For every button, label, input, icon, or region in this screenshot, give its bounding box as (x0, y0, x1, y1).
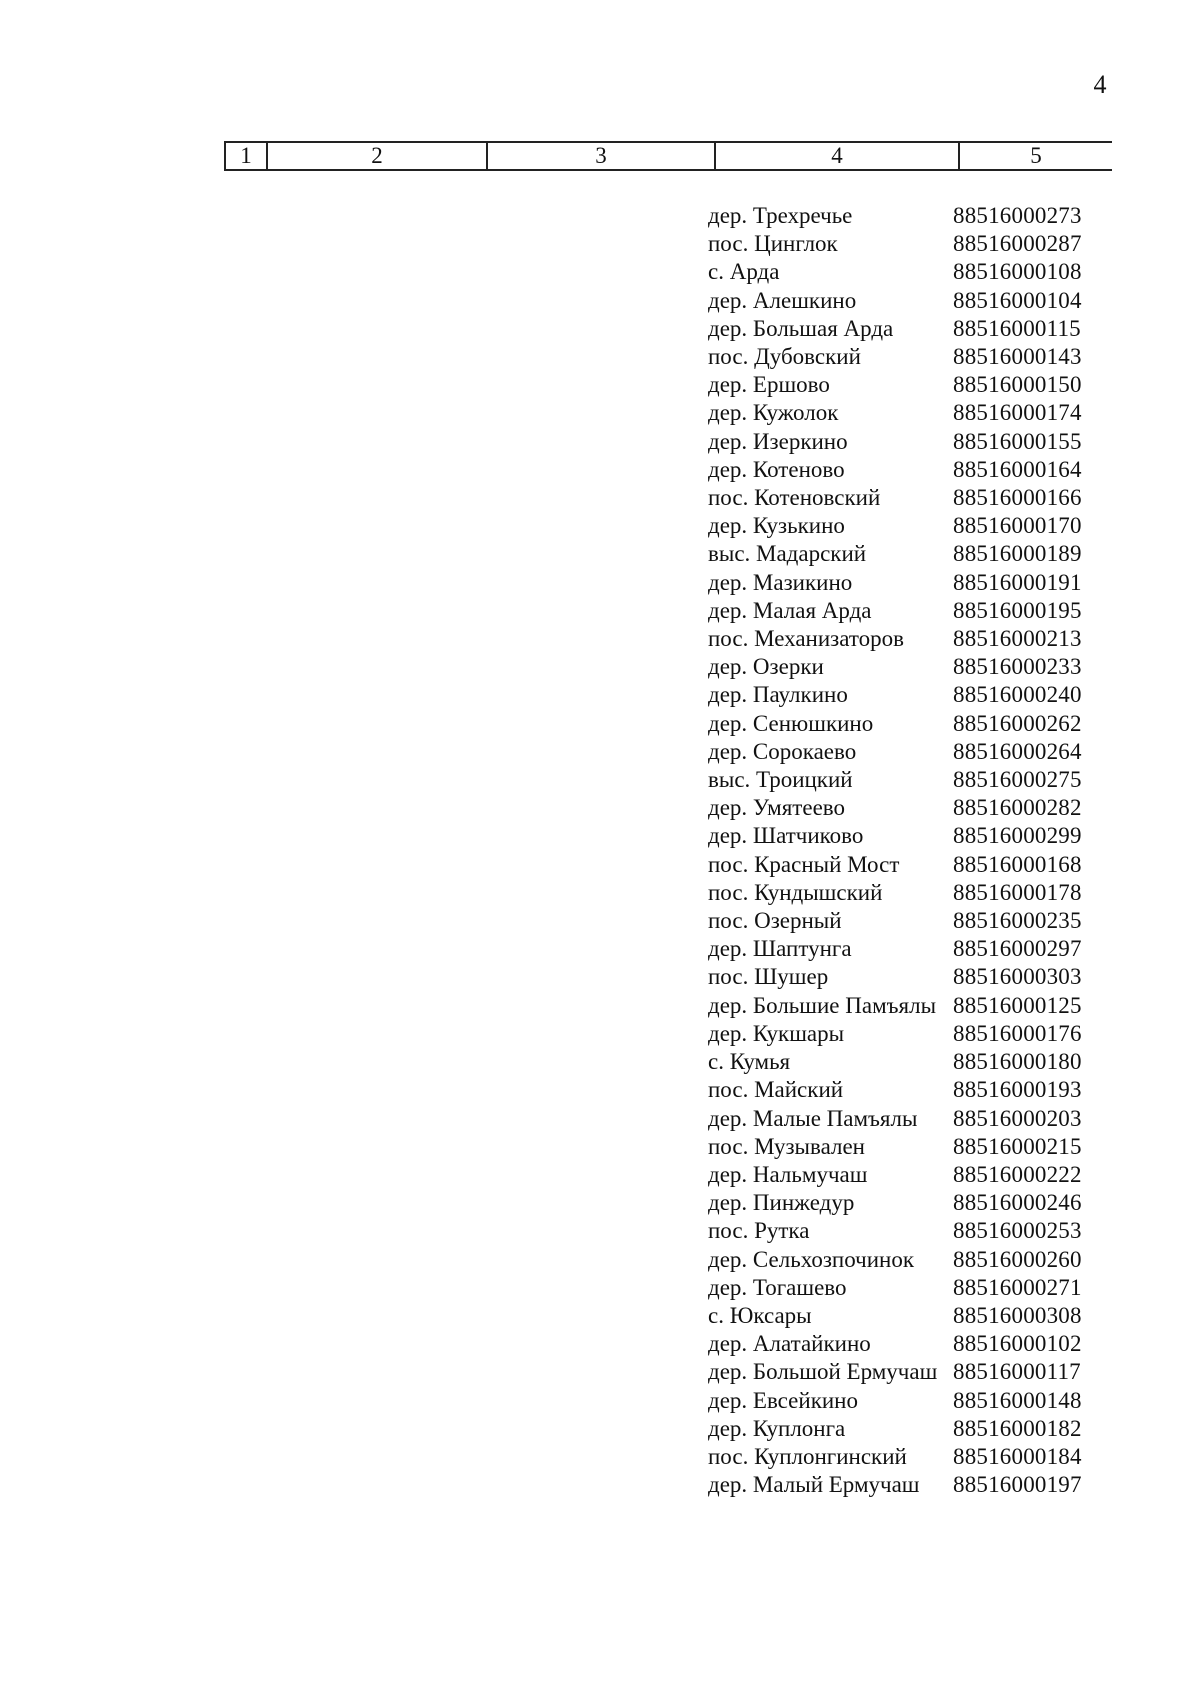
settlement-name: пос. Музывален (708, 1133, 865, 1159)
settlement-name: пос. Куплонгинский (708, 1443, 907, 1469)
table-row (708, 569, 1128, 597)
settlement-code: 88516000195 (953, 597, 1082, 623)
settlement-code: 88516000148 (953, 1387, 1082, 1413)
table-row (708, 428, 1128, 456)
settlement-name: пос. Рутка (708, 1218, 810, 1244)
settlement-name: дер. Нальмучаш (708, 1161, 868, 1187)
settlement-code: 88516000108 (953, 259, 1082, 285)
settlement-name: дер. Пинжедур (708, 1190, 855, 1216)
table-row (708, 1217, 1128, 1245)
table-row (708, 653, 1128, 681)
table-row (708, 907, 1128, 935)
settlement-code: 88516000299 (953, 823, 1082, 849)
settlement-list (708, 202, 1128, 1499)
settlement-code: 88516000143 (953, 344, 1082, 370)
table-column-header-row (224, 141, 1112, 171)
settlement-code: 88516000246 (953, 1190, 1082, 1216)
settlement-name: дер. Шатчиково (708, 823, 864, 849)
settlement-code: 88516000273 (953, 203, 1082, 228)
column-header-1: 1 (224, 143, 266, 169)
settlement-name: пос. Механизаторов (708, 626, 904, 652)
table-row (708, 738, 1128, 766)
settlement-code: 88516000253 (953, 1218, 1082, 1244)
settlement-code: 88516000215 (953, 1133, 1082, 1159)
table-row (708, 371, 1128, 399)
settlement-name: выс. Мадарский (708, 541, 867, 567)
settlement-code: 88516000233 (953, 654, 1082, 680)
settlement-name: дер. Умятеево (708, 795, 845, 821)
table-row (708, 1105, 1128, 1133)
table-row (708, 1020, 1128, 1048)
settlement-code: 88516000235 (953, 908, 1082, 934)
settlement-code: 88516000115 (953, 315, 1081, 341)
table-row (708, 1246, 1128, 1274)
page-number: 4 (1093, 70, 1107, 99)
settlement-code: 88516000197 (953, 1472, 1082, 1498)
table-row (708, 315, 1128, 343)
settlement-code: 88516000240 (953, 682, 1082, 708)
settlement-code: 88516000297 (953, 936, 1082, 962)
settlement-code: 88516000176 (953, 1020, 1082, 1046)
table-row (708, 597, 1128, 625)
table-row (708, 992, 1128, 1020)
table-row (708, 456, 1128, 484)
settlement-name: дер. Мазикино (708, 569, 853, 595)
settlement-code: 88516000168 (953, 851, 1082, 877)
settlement-name: с. Кумья (708, 1049, 791, 1075)
settlement-name: дер. Кужолок (708, 400, 839, 426)
table-row (708, 1189, 1128, 1217)
table-row (708, 343, 1128, 371)
settlement-code: 88516000184 (953, 1443, 1082, 1469)
settlement-name: дер. Кукшары (708, 1020, 845, 1046)
table-row (708, 399, 1128, 427)
table-row (708, 1387, 1128, 1415)
settlement-code: 88516000308 (953, 1302, 1082, 1328)
table-row (708, 625, 1128, 653)
table-row (708, 1302, 1128, 1330)
settlement-code: 88516000203 (953, 1105, 1082, 1131)
table-row (708, 230, 1128, 258)
column-header-3: 3 (486, 143, 714, 169)
settlement-name: дер. Трехречье (708, 203, 853, 228)
settlement-code: 88516000282 (953, 795, 1082, 821)
settlement-name: пос. Красный Мост (708, 851, 900, 877)
settlement-code: 88516000178 (953, 879, 1082, 905)
table-row (708, 287, 1128, 315)
table-row (708, 935, 1128, 963)
settlement-name: пос. Кундышский (708, 879, 883, 905)
table-row (708, 851, 1128, 879)
table-row (708, 1133, 1128, 1161)
table-row (708, 794, 1128, 822)
settlement-name: дер. Малые Памъялы (708, 1105, 918, 1131)
settlement-name: пос. Майский (708, 1077, 844, 1103)
table-row (708, 822, 1128, 850)
table-row (708, 1048, 1128, 1076)
settlement-name: дер. Сенюшкино (708, 710, 874, 736)
column-header-5: 5 (958, 143, 1112, 169)
settlement-name: дер. Изеркино (708, 428, 848, 454)
settlement-name: дер. Шаптунга (708, 936, 852, 962)
settlement-code: 88516000260 (953, 1246, 1082, 1272)
settlement-code: 88516000104 (953, 287, 1082, 313)
table-row (708, 484, 1128, 512)
settlement-name: пос. Озерный (708, 908, 842, 934)
settlement-code: 88516000125 (953, 992, 1082, 1018)
table-row (708, 1076, 1128, 1104)
table-row (708, 512, 1128, 540)
settlement-name: дер. Большие Памъялы (708, 992, 937, 1018)
table-row (708, 1330, 1128, 1358)
settlement-name: пос. Дубовский (708, 344, 861, 370)
table-row (708, 1443, 1128, 1471)
settlement-name: дер. Малая Арда (708, 597, 872, 623)
settlement-name: дер. Большая Арда (708, 315, 894, 341)
settlement-code: 88516000193 (953, 1077, 1082, 1103)
settlement-name: с. Юксары (708, 1302, 812, 1328)
table-row (708, 963, 1128, 991)
table-row (708, 681, 1128, 709)
settlement-name: дер. Кузькино (708, 513, 845, 539)
column-header-2: 2 (266, 143, 486, 169)
settlement-code: 88516000264 (953, 738, 1082, 764)
settlement-code: 88516000150 (953, 372, 1082, 398)
table-row (708, 879, 1128, 907)
settlement-code: 88516000170 (953, 513, 1082, 539)
table-row (708, 710, 1128, 738)
table-row (708, 1415, 1128, 1443)
settlement-name: дер. Тогашево (708, 1274, 847, 1300)
settlement-code: 88516000155 (953, 428, 1082, 454)
settlement-name: с. Арда (708, 259, 780, 285)
table-row (708, 1358, 1128, 1386)
table-row (708, 766, 1128, 794)
settlement-code: 88516000166 (953, 485, 1082, 511)
settlement-code: 88516000102 (953, 1331, 1082, 1357)
settlement-code: 88516000213 (953, 626, 1082, 652)
settlement-name: дер. Сельхозпочинок (708, 1246, 914, 1272)
settlement-name: дер. Сорокаево (708, 738, 857, 764)
settlement-code: 88516000180 (953, 1049, 1082, 1075)
settlement-code: 88516000191 (953, 569, 1082, 595)
settlement-name: дер. Алешкино (708, 287, 857, 313)
settlement-name: пос. Котеновский (708, 485, 881, 511)
settlement-name: пос. Шушер (708, 964, 829, 990)
table-row (708, 1161, 1128, 1189)
settlement-name: дер. Куплонга (708, 1415, 846, 1441)
settlement-name: пос. Цинглок (708, 231, 838, 257)
settlement-name: выс. Троицкий (708, 767, 853, 793)
settlement-code: 88516000275 (953, 767, 1082, 793)
settlement-code: 88516000271 (953, 1274, 1082, 1300)
table-row (708, 202, 1128, 230)
table-row (708, 1471, 1128, 1499)
settlement-code: 88516000287 (953, 231, 1082, 257)
settlement-code: 88516000117 (953, 1359, 1081, 1385)
settlement-name: дер. Алатайкино (708, 1331, 871, 1357)
settlement-code: 88516000303 (953, 964, 1082, 990)
settlement-name: дер. Паулкино (708, 682, 848, 708)
settlement-code: 88516000189 (953, 541, 1082, 567)
settlement-name: дер. Котеново (708, 456, 845, 482)
settlement-code: 88516000164 (953, 456, 1082, 482)
settlement-name: дер. Большой Ермучаш (708, 1359, 938, 1385)
settlement-code: 88516000262 (953, 710, 1082, 736)
column-header-4: 4 (714, 143, 958, 169)
settlement-name: дер. Озерки (708, 654, 824, 680)
table-row (708, 540, 1128, 568)
table-row (708, 258, 1128, 286)
settlement-code: 88516000222 (953, 1161, 1082, 1187)
table-row (708, 1274, 1128, 1302)
settlement-name: дер. Евсейкино (708, 1387, 858, 1413)
settlement-code: 88516000182 (953, 1415, 1082, 1441)
settlement-name: дер. Малый Ермучаш (708, 1472, 920, 1498)
settlement-name: дер. Ершово (708, 372, 830, 398)
settlement-code: 88516000174 (953, 400, 1082, 426)
